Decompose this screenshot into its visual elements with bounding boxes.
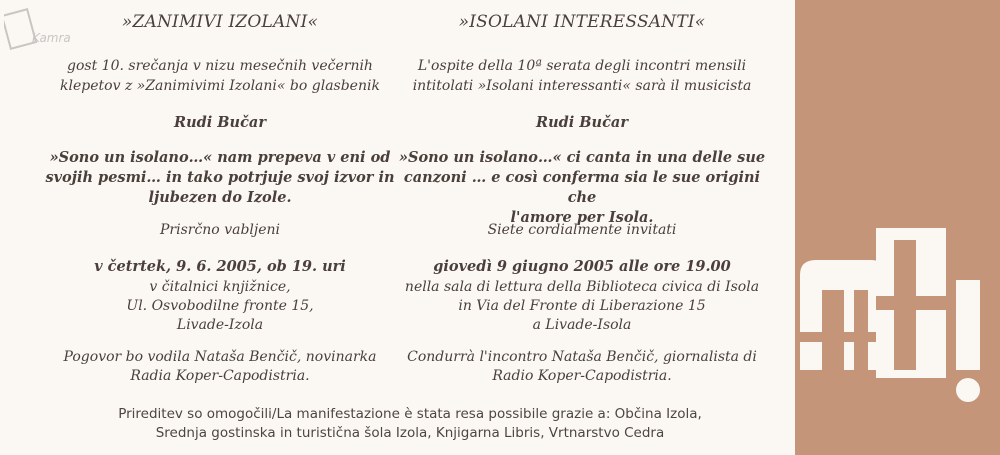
slovene-date-time: v četrtek, 9. 6. 2005, ob 19. uri (94, 258, 346, 275)
slovene-moderator-line: Radia Koper-Capodistria. (130, 368, 310, 384)
slovene-invitation: Prisrčno vabljeni (159, 222, 281, 238)
italian-venue (392, 278, 772, 335)
slovene-quote-line: ljubezen do Izole. (148, 189, 292, 206)
sponsors-footer (40, 405, 780, 443)
slovene-venue-line: Ul. Osvobodilne fronte 15, (126, 298, 314, 314)
italian-quote-line: canzoni … e così conferma sia le sue origini che (403, 169, 761, 206)
italian-quote-line: l'amore per Isola. (510, 209, 654, 226)
italian-venue-line: nella sala di lettura della Biblioteca civica di Isola (404, 279, 760, 295)
italian-venue-line: in Via del Fronte di Liberazione 15 (458, 298, 706, 314)
slovene-guest-name: Rudi Bučar (174, 114, 266, 131)
slovene-quote (20, 148, 420, 208)
italian-intro-line: L'ospite della 10ª serata degli incontri mensili (417, 58, 747, 74)
sponsors-line: Prireditev so omogočili/La manifestazione è stata resa possibile grazie a: Občina Izola, (118, 406, 702, 422)
slovene-moderator-line: Pogovor bo vodila Nataša Benčič, novinarka (63, 349, 377, 365)
italian-guest-name: Rudi Bučar (536, 114, 628, 131)
italian-moderator-line: Radio Koper-Capodistria. (492, 368, 672, 384)
italian-title: »ISOLANI INTERESSANTI« (458, 12, 706, 32)
italian-quote-line: »Sono un isolano…« ci canta in una delle sue (398, 149, 766, 166)
italian-intro (392, 56, 772, 96)
slovene-venue (20, 278, 420, 335)
sponsors-line: Srednja gostinska in turistična šola Izola, Knjigarna Libris, Vrtnarstvo Cedra (155, 425, 665, 441)
watermark-text: Kamra (32, 31, 71, 45)
italian-venue-line: a Livade-Isola (532, 317, 632, 333)
ki-logo-icon (796, 220, 1000, 420)
italian-intro-line: intitolati »Isolani interessanti« sarà il musicista (412, 78, 752, 94)
slovene-venue-line: v čitalnici knjižnice, (149, 279, 291, 295)
slovene-intro-line: gost 10. srečanja v nizu mesečnih večernih (67, 58, 373, 74)
italian-moderator-line: Condurrà l'incontro Nataša Benčič, giornalista di (407, 349, 757, 365)
italian-invitation: Siete cordialmente invitati (487, 222, 677, 238)
italian-moderator (392, 348, 772, 386)
slovene-intro-line: klepetov z »Zanimivimi Izolani« bo glasbenik (60, 78, 380, 94)
slovene-moderator (20, 348, 420, 386)
italian-quote (392, 148, 772, 228)
slovene-intro (20, 56, 420, 96)
slovene-title: »ZANIMIVI IZOLANI« (121, 12, 319, 32)
slovene-quote-line: svojih pesmi… in tako potrjuje svoj izvor in (45, 169, 395, 186)
slovene-quote-line: »Sono un isolano…« nam prepeva v eni od (49, 149, 391, 166)
italian-date-time: giovedì 9 giugno 2005 alle ore 19.00 (433, 258, 731, 275)
slovene-venue-line: Livade-Izola (176, 317, 264, 333)
